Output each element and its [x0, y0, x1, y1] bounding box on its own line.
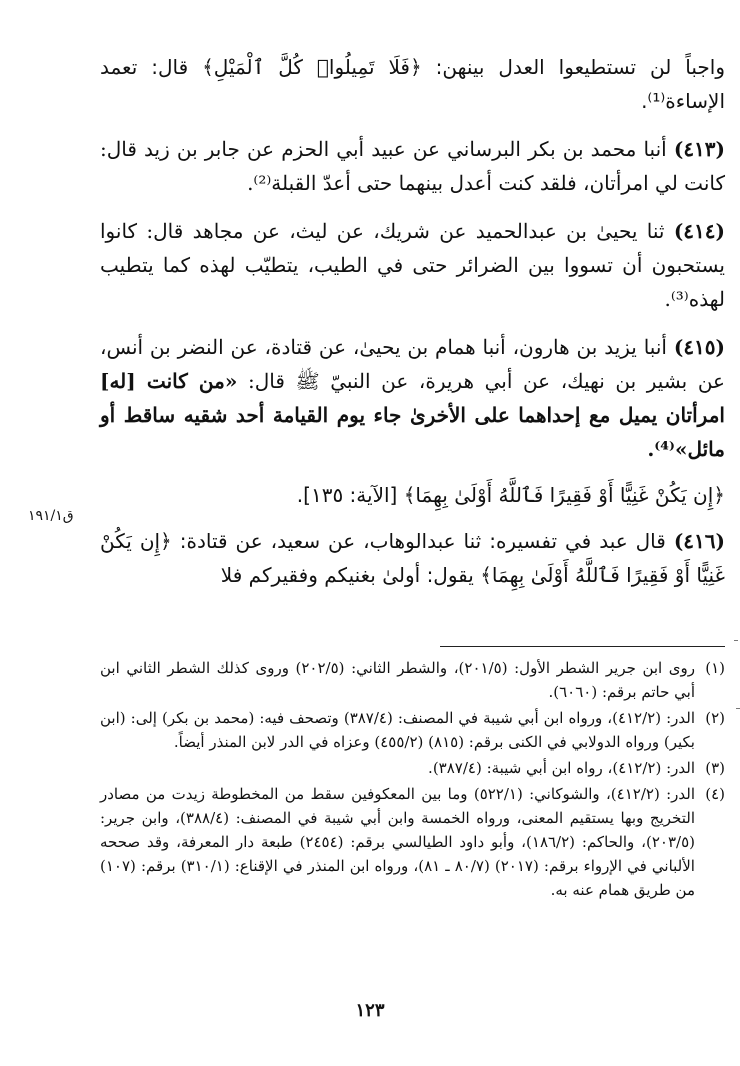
hadith-number: (٤١٥) — [673, 335, 726, 359]
verse-text: ﴿إِن يَكُنْ غَنِيًّا أَوْ فَقِيرًا فَٱللَّهُ أَوْلَىٰ بِهِمَا﴾ [الآية: ١٣٥]. — [296, 483, 725, 507]
hadith-413 — [100, 132, 725, 200]
hadith-number: (٤١٣) — [673, 137, 726, 161]
footnote-divider — [440, 646, 725, 647]
footnote-item — [100, 782, 725, 902]
footnote-text: الدر: (٤١٢/٢)، رواه ابن أبي شيبة: (٣٨٧/٤). — [428, 759, 695, 777]
paragraph-text: واجباً لن تستطيعوا العدل بينهن: ﴿فَلَا تَمِيلُوا۟ كُلَّ ٱلْمَيْلِ﴾ قال: تعمد الإساءة⁽¹⁾. — [100, 55, 725, 113]
hadith-quote: «من كانت [له] امرأتان يميل مع إحداهما على الأخرىٰ جاء يوم القيامة أحد شقيه ساقط أو مائل»⁽⁴⁾. — [100, 369, 725, 461]
paragraph-text: ثنا يحيىٰ بن عبدالحميد عن شريك، عن ليث، عن مجاهد قال: كانوا يستحبون أن تسووا بين الضرائر حتى في الطيب، يتطيّب لهذه كما يتطيب لهذه⁽³⁾. — [100, 219, 725, 311]
footnote-item — [100, 756, 725, 780]
manuscript-margin-note: ق١٩١/١ — [28, 508, 74, 524]
footnote-number: (٣) — [705, 759, 725, 777]
scan-mark — [736, 708, 740, 709]
hadith-number: (٤١٦) — [673, 529, 725, 553]
hadith-414 — [100, 214, 725, 316]
scan-mark — [734, 640, 738, 641]
footnote-number: (٤) — [705, 785, 725, 803]
paragraph-text: قال عبد في تفسيره: ثنا عبدالوهاب، عن سعيد، عن قتادة: ﴿إِن يَكُنْ غَنِيًّا أَوْ فَقِيرًا فَٱللَّهُ أَوْلَىٰ بِهِمَا﴾ يقول: أولىٰ بغنيكم وفقيركم فلا — [100, 529, 725, 587]
footnote-number: (٢) — [705, 709, 725, 727]
paragraph-continuation — [100, 50, 725, 118]
footnote-number: (١) — [705, 659, 725, 677]
footnotes — [100, 656, 725, 904]
verse-heading — [100, 478, 725, 512]
footnote-text: روى ابن جرير الشطر الأول: (٢٠١/٥)، والشطر الثاني: (٢٠٢/٥) وروى كذلك الشطر الثاني ابن أبي حاتم برقم: (٦٠٦٠). — [100, 659, 695, 701]
footnote-item — [100, 656, 725, 704]
hadith-416 — [100, 524, 725, 592]
paragraph-text: أنبا محمد بن بكر البرساني عن عبيد أبي الحزم عن جابر بن زيد قال: كانت لي امرأتان، فلقد كنت أعدل بينهما حتى أعدّ القبلة⁽²⁾. — [100, 137, 725, 195]
hadith-number: (٤١٤) — [673, 219, 725, 243]
main-text — [100, 50, 725, 606]
paragraph-text: أنبا يزيد بن هارون، أنبا همام بن يحيىٰ، عن قتادة، عن النضر بن أنس، عن بشير بن نهيك، عن أبي هريرة، عن النبيّ ﷺ قال: — [100, 335, 725, 393]
page-number: ١٢٣ — [355, 1000, 385, 1021]
footnote-text: الدر: (٤١٢/٢)، ورواه ابن أبي شيبة في المصنف: (٣٨٧/٤) وتصحف فيه: (محمد بن بكر) إلى: (ابن بكير) ورواه الدولابي في الكنى برقم: (٨١٥) (٤٥٥/٢) وعزاه في الدر لابن المنذر أيضاً. — [100, 709, 696, 751]
footnote-text: الدر: (٤١٢/٢)، والشوكاني: (٥٢٢/١) وما بين المعكوفين سقط من المخطوطة زيدت من مصادر التخريج وبها يستقيم المعنى، ورواه الخمسة وابن أبي شيبة في المصنف: (٣٨٨/٤)، وابن جرير: (٢٠٣/٥)، والحاكم: (١٨٦/٢)، وأبو داود الطيالسي برقم: (٢٤٥٤) طبعة دار المعرفة، وقد صححه الألباني في الإرواء برقم: (٢٠١٧) (٨٠/٧ ـ ٨١)، ورواه ابن المنذر في الإقناع: (٣١٠/١) برقم: (١٠٧) من طريق همام عنه به. — [100, 785, 696, 899]
hadith-415 — [100, 330, 725, 466]
footnote-item — [100, 706, 725, 754]
